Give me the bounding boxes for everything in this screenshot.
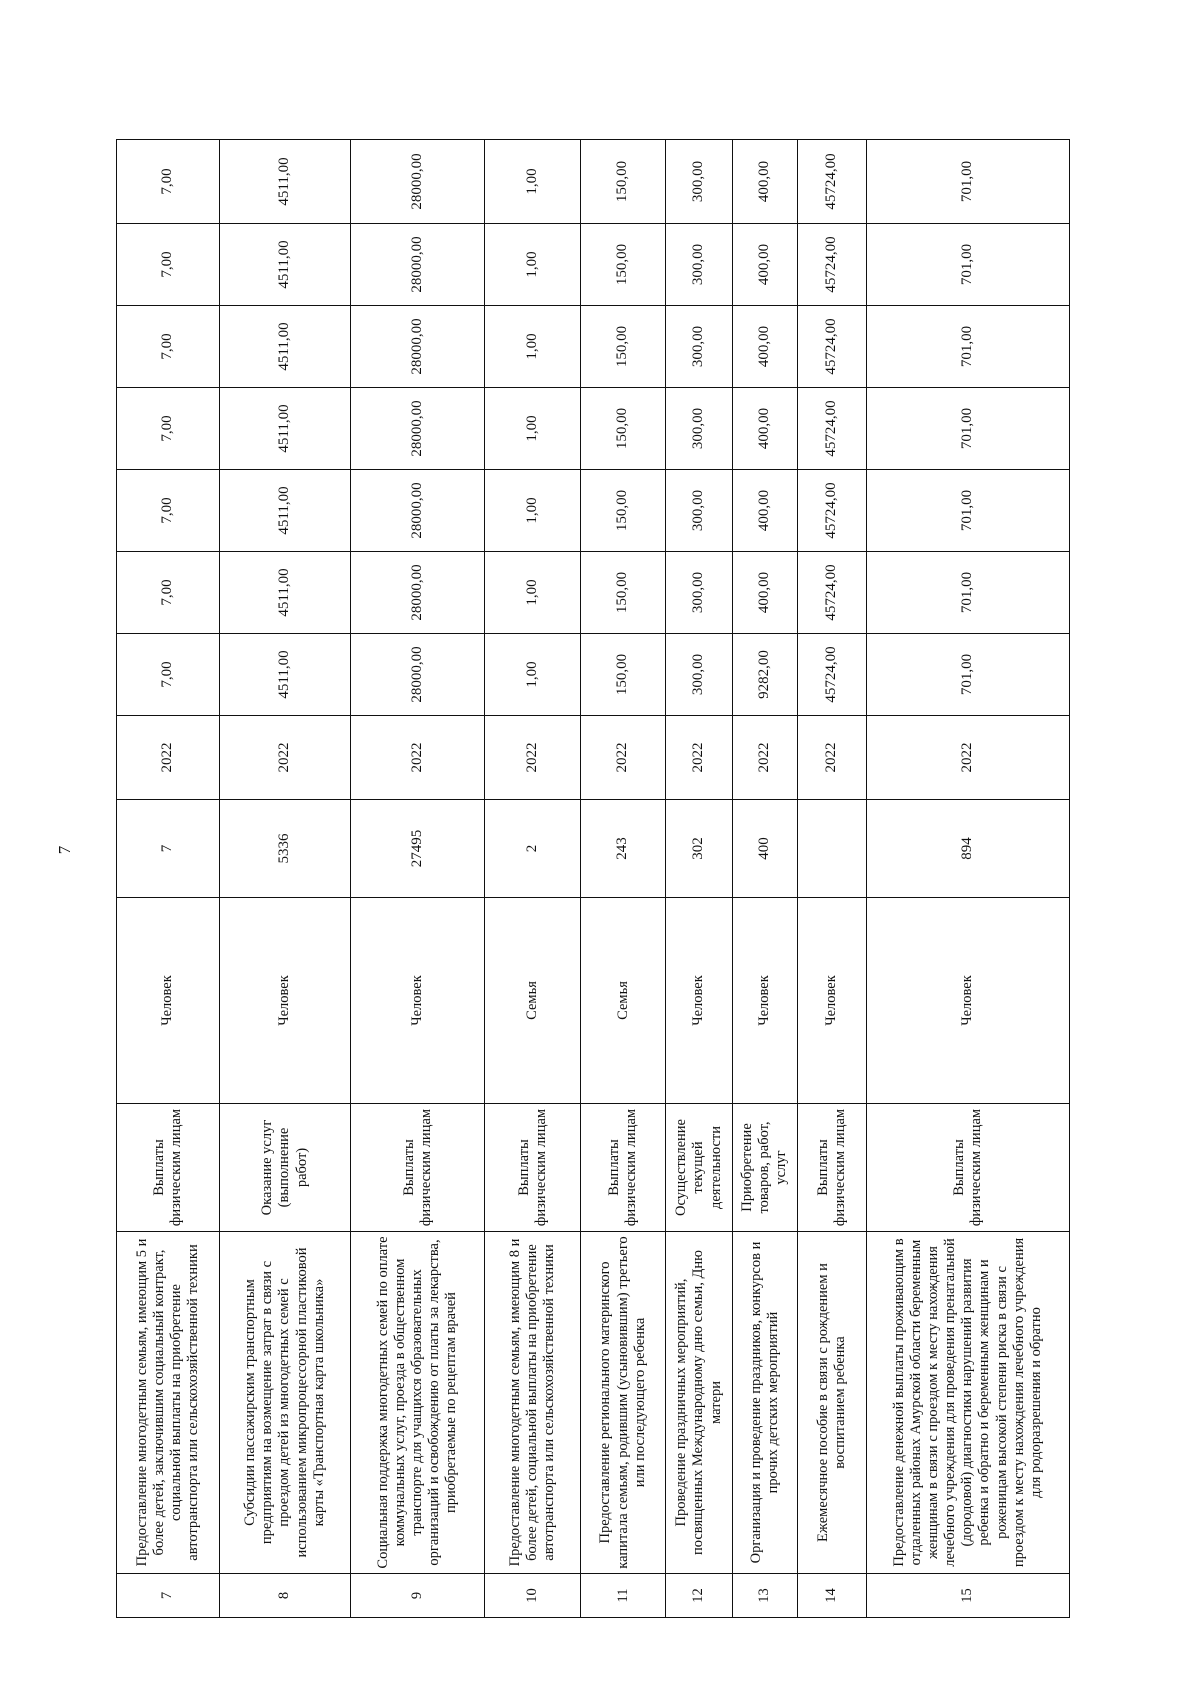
row-type: Выплаты физическим лицам <box>117 1104 220 1232</box>
row-value: 400,00 <box>732 140 797 224</box>
row-value: 28000,00 <box>351 140 485 224</box>
row-value: 1,00 <box>485 470 581 552</box>
row-value: 701,00 <box>866 140 1069 224</box>
row-number: 9 <box>351 1574 485 1618</box>
row-unit: Семья <box>485 898 581 1104</box>
row-value: 400,00 <box>732 306 797 388</box>
row-value: 400,00 <box>732 470 797 552</box>
document-table-area <box>116 140 1070 1618</box>
row-name: Предоставление денежной выплаты проживающим в отдаленных районах Амурской области беременным женщинам в связи с проездом к месту нахождения лечебного учреждения для проведения пренатальной (дородовой) диагностики нарушений развития ребенка и обратно и беременным женщинам и роженицам высокой степени риска в связи с проездом к месту нахождения лечебного учреждения для родоразрешения и обратно <box>866 1232 1069 1574</box>
row-value: 300,00 <box>666 552 733 634</box>
row-year: 2022 <box>732 716 797 800</box>
indicators-table <box>116 139 1070 1618</box>
row-value: 7,00 <box>117 224 220 306</box>
row-number: 10 <box>485 1574 581 1618</box>
row-value: 45724,00 <box>797 140 866 224</box>
row-unit: Человек <box>866 898 1069 1104</box>
row-value: 1,00 <box>485 388 581 470</box>
row-number: 14 <box>797 1574 866 1618</box>
row-base-value: 5336 <box>219 800 351 898</box>
table-row <box>666 140 733 1618</box>
row-value: 4511,00 <box>219 388 351 470</box>
row-base-value: 243 <box>581 800 666 898</box>
row-base-value: 27495 <box>351 800 485 898</box>
row-value: 45724,00 <box>797 470 866 552</box>
table-body <box>117 140 1070 1618</box>
row-base-value: 894 <box>866 800 1069 898</box>
row-unit: Человек <box>117 898 220 1104</box>
row-year: 2022 <box>351 716 485 800</box>
row-value: 7,00 <box>117 552 220 634</box>
row-name: Субсидии пассажирским транспортным предприятиям на возмещение затрат в связи с проездом детей из многодетных семей с использованием микропроцессорной пластиковой карты «Транспортная карта школьника» <box>219 1232 351 1574</box>
row-number: 7 <box>117 1574 220 1618</box>
row-base-value: 302 <box>666 800 733 898</box>
row-value: 701,00 <box>866 634 1069 716</box>
row-name: Предоставление многодетным семьям, имеющим 5 и более детей, заключившим социальный контракт, социальной выплаты на приобретение автотранспорта или сельскохозяйственной техники <box>117 1232 220 1574</box>
row-year: 2022 <box>219 716 351 800</box>
row-type: Выплаты физическим лицам <box>581 1104 666 1232</box>
row-value: 45724,00 <box>797 634 866 716</box>
row-value: 300,00 <box>666 306 733 388</box>
row-value: 300,00 <box>666 634 733 716</box>
table-row <box>797 140 866 1618</box>
row-value: 28000,00 <box>351 388 485 470</box>
row-value: 150,00 <box>581 224 666 306</box>
row-year: 2022 <box>117 716 220 800</box>
row-value: 28000,00 <box>351 552 485 634</box>
row-value: 4511,00 <box>219 552 351 634</box>
row-type: Выплаты физическим лицам <box>351 1104 485 1232</box>
row-value: 1,00 <box>485 140 581 224</box>
row-base-value <box>797 800 866 898</box>
row-value: 28000,00 <box>351 306 485 388</box>
row-value: 400,00 <box>732 388 797 470</box>
row-type: Осуществление текущей деятельности <box>666 1104 733 1232</box>
row-type: Выплаты физическим лицам <box>485 1104 581 1232</box>
row-year: 2022 <box>485 716 581 800</box>
row-value: 1,00 <box>485 306 581 388</box>
row-value: 4511,00 <box>219 224 351 306</box>
row-unit: Человек <box>351 898 485 1104</box>
row-value: 300,00 <box>666 388 733 470</box>
row-unit: Человек <box>666 898 733 1104</box>
row-year: 2022 <box>581 716 666 800</box>
row-value: 45724,00 <box>797 552 866 634</box>
row-value: 45724,00 <box>797 388 866 470</box>
table-row <box>866 140 1069 1618</box>
table-row <box>219 140 351 1618</box>
row-year: 2022 <box>666 716 733 800</box>
row-value: 701,00 <box>866 470 1069 552</box>
row-value: 150,00 <box>581 552 666 634</box>
row-unit: Человек <box>732 898 797 1104</box>
row-unit: Семья <box>581 898 666 1104</box>
row-value: 701,00 <box>866 552 1069 634</box>
row-value: 701,00 <box>866 306 1069 388</box>
row-year: 2022 <box>866 716 1069 800</box>
row-value: 28000,00 <box>351 634 485 716</box>
row-value: 45724,00 <box>797 306 866 388</box>
row-base-value: 2 <box>485 800 581 898</box>
table-row <box>351 140 485 1618</box>
row-value: 1,00 <box>485 634 581 716</box>
row-name: Ежемесячное пособие в связи с рождением и воспитанием ребенка <box>797 1232 866 1574</box>
row-value: 7,00 <box>117 388 220 470</box>
row-value: 150,00 <box>581 388 666 470</box>
row-type: Оказание услуг (выполнение работ) <box>219 1104 351 1232</box>
row-value: 150,00 <box>581 306 666 388</box>
row-number: 11 <box>581 1574 666 1618</box>
table-row <box>117 140 220 1618</box>
row-value: 7,00 <box>117 470 220 552</box>
row-number: 12 <box>666 1574 733 1618</box>
row-value: 1,00 <box>485 224 581 306</box>
rotated-table-container <box>116 140 1070 1618</box>
row-name: Организация и проведение праздников, конкурсов и прочих детских мероприятий <box>732 1232 797 1574</box>
row-unit: Человек <box>797 898 866 1104</box>
table-row <box>732 140 797 1618</box>
row-number: 13 <box>732 1574 797 1618</box>
row-value: 400,00 <box>732 224 797 306</box>
page-number: 7 <box>55 845 74 855</box>
row-name: Предоставление регионального материнского капитала семьям, родившим (усыновившим) третьего или последующего ребенка <box>581 1232 666 1574</box>
row-number: 8 <box>219 1574 351 1618</box>
row-base-value: 7 <box>117 800 220 898</box>
row-value: 7,00 <box>117 140 220 224</box>
row-value: 4511,00 <box>219 306 351 388</box>
row-value: 4511,00 <box>219 634 351 716</box>
row-type: Выплаты физическим лицам <box>797 1104 866 1232</box>
row-value: 300,00 <box>666 140 733 224</box>
row-value: 9282,00 <box>732 634 797 716</box>
row-value: 300,00 <box>666 224 733 306</box>
row-type: Выплаты физическим лицам <box>866 1104 1069 1232</box>
row-value: 28000,00 <box>351 224 485 306</box>
row-name: Проведение праздничных мероприятий, посвященных Международному дню семьи, Дню матери <box>666 1232 733 1574</box>
row-unit: Человек <box>219 898 351 1104</box>
table-row <box>581 140 666 1618</box>
row-value: 400,00 <box>732 552 797 634</box>
row-number: 15 <box>866 1574 1069 1618</box>
row-value: 28000,00 <box>351 470 485 552</box>
row-base-value: 400 <box>732 800 797 898</box>
row-value: 1,00 <box>485 552 581 634</box>
row-value: 150,00 <box>581 634 666 716</box>
row-value: 300,00 <box>666 470 733 552</box>
row-value: 4511,00 <box>219 140 351 224</box>
row-value: 4511,00 <box>219 470 351 552</box>
row-value: 7,00 <box>117 306 220 388</box>
row-value: 150,00 <box>581 140 666 224</box>
row-value: 7,00 <box>117 634 220 716</box>
row-name: Предоставление многодетным семьям, имеющим 8 и более детей, социальной выплаты на приобретение автотранспорта или сельскохозяйственной техники <box>485 1232 581 1574</box>
row-year: 2022 <box>797 716 866 800</box>
row-type: Приобретение товаров, работ, услуг <box>732 1104 797 1232</box>
row-value: 701,00 <box>866 388 1069 470</box>
row-name: Социальная поддержка многодетных семей по оплате коммунальных услуг, проезда в общественном транспорте для учащихся образовательных организаций и освобождению от платы за лекарства, приобретаемые по рецептам врачей <box>351 1232 485 1574</box>
table-row <box>485 140 581 1618</box>
row-value: 701,00 <box>866 224 1069 306</box>
row-value: 45724,00 <box>797 224 866 306</box>
row-value: 150,00 <box>581 470 666 552</box>
